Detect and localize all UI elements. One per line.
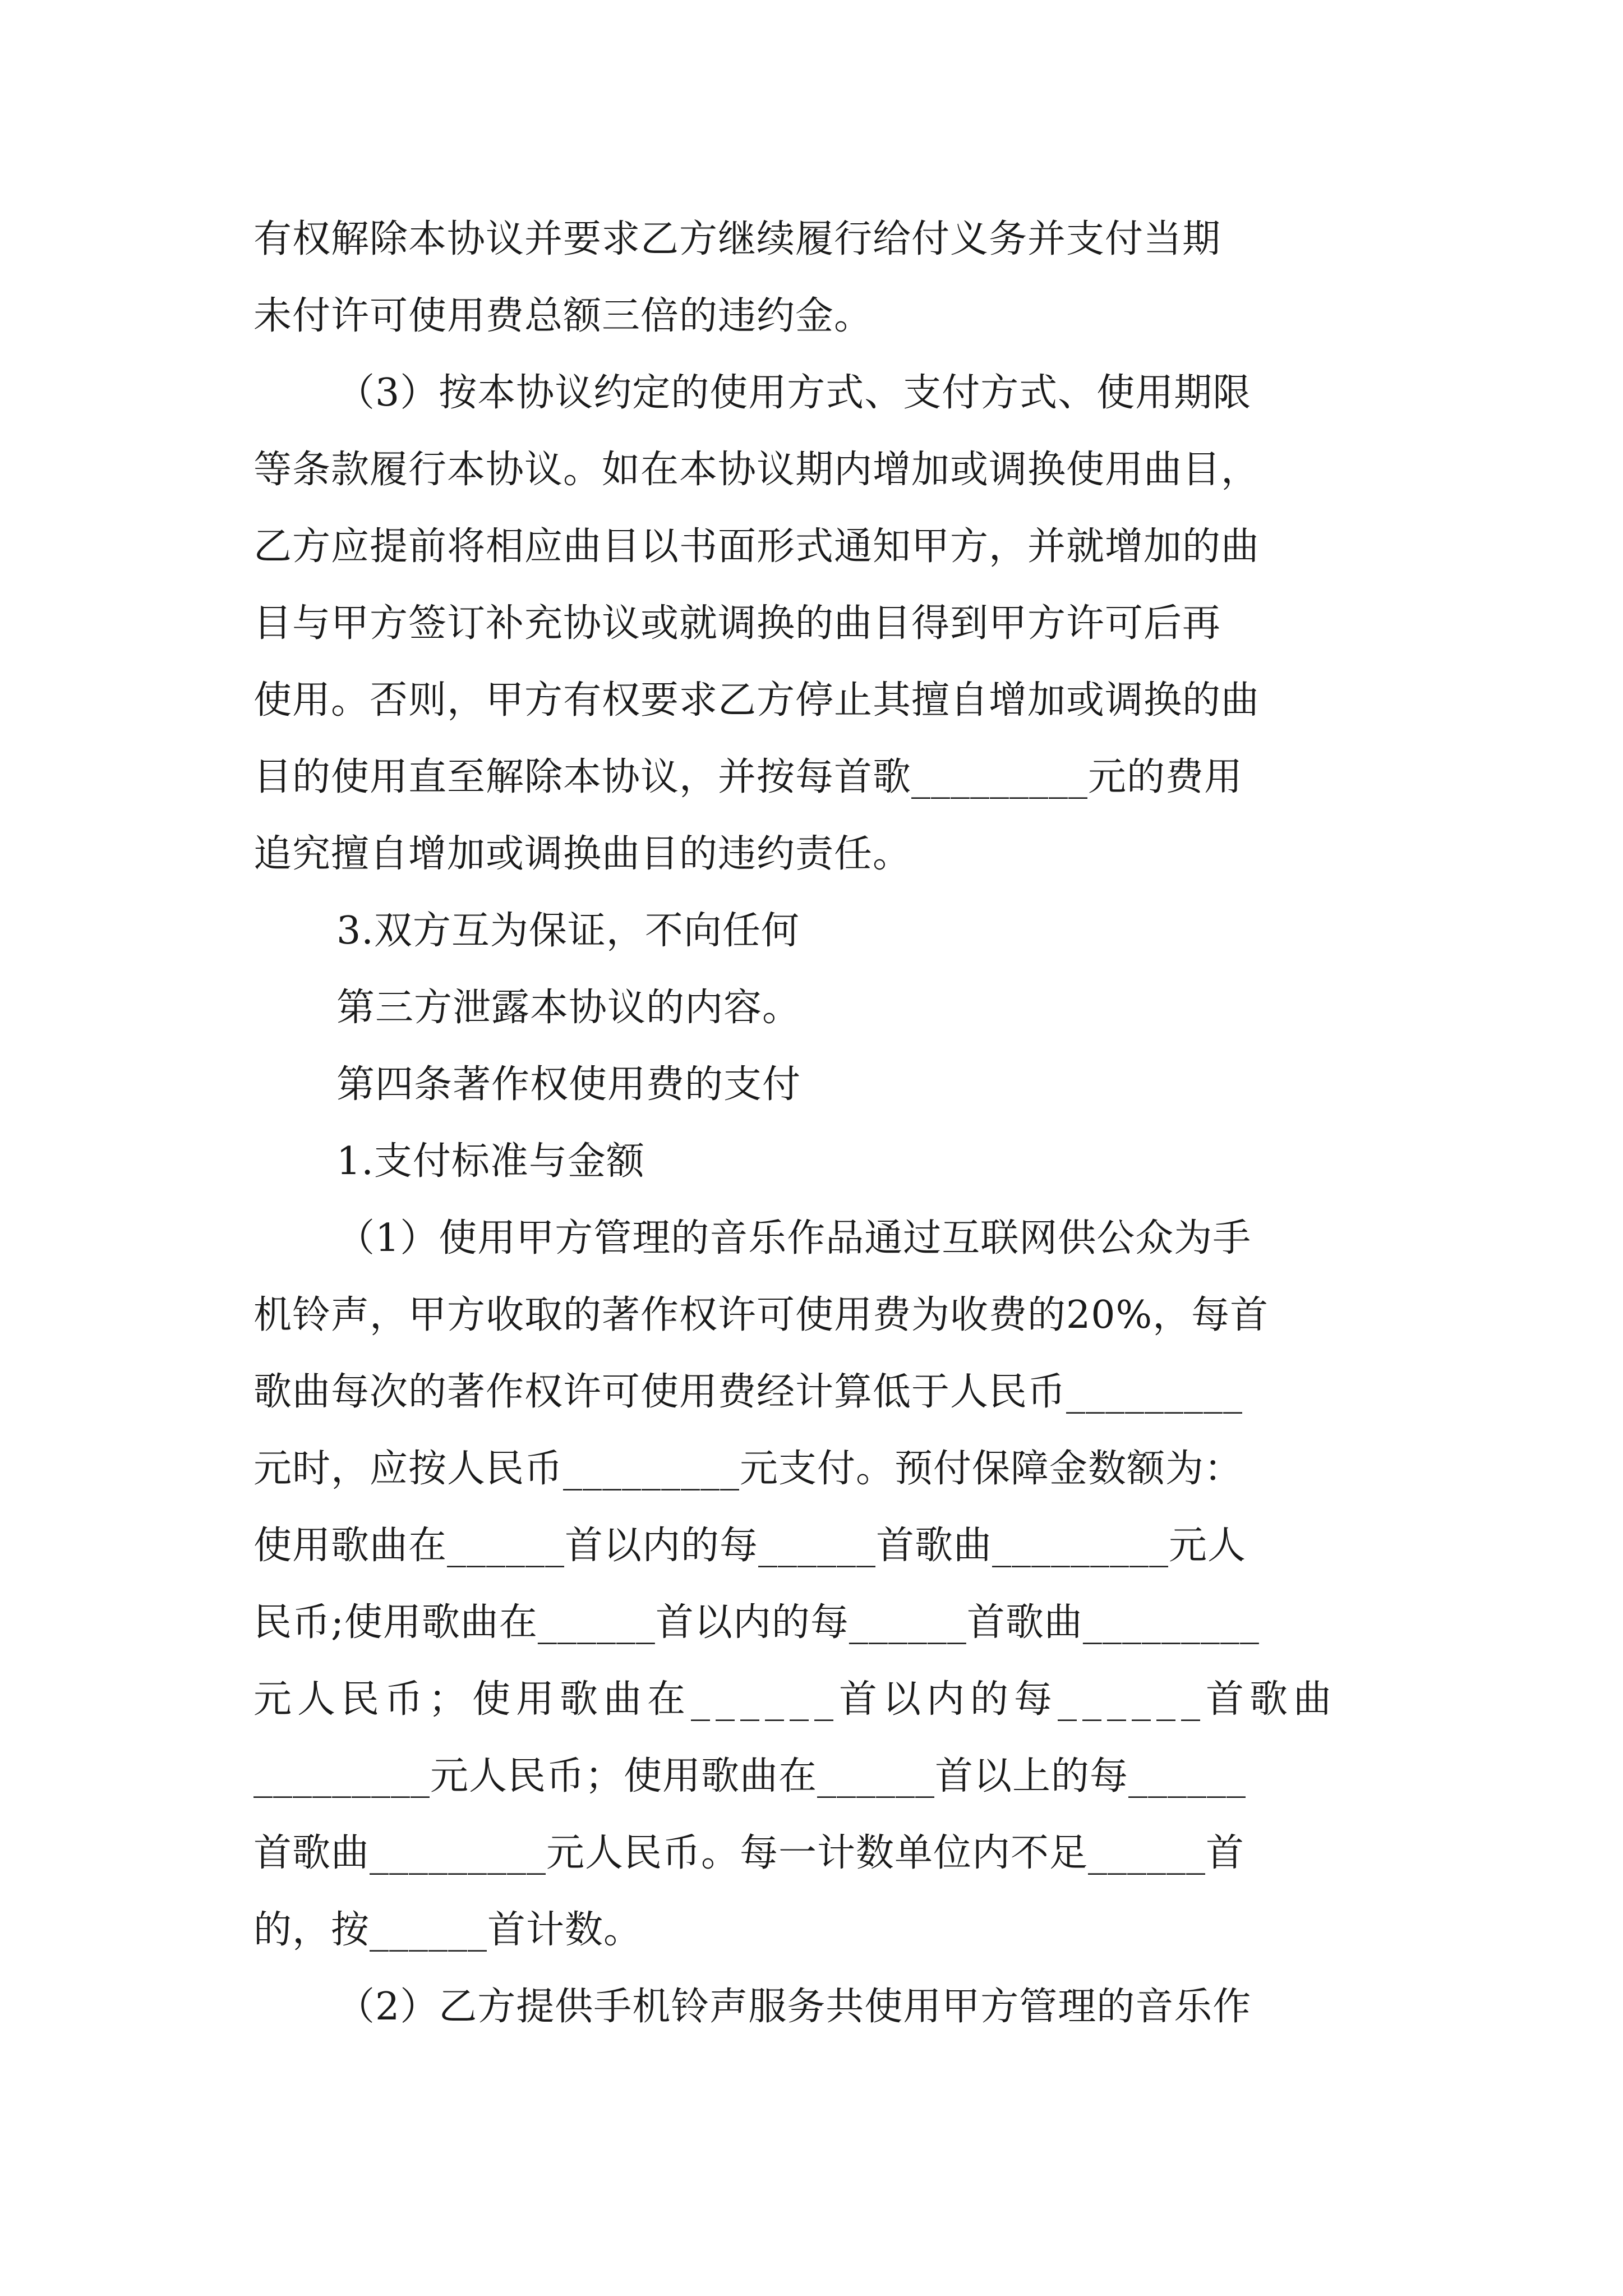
subsection-heading: 1.支付标准与金额 [336, 1139, 645, 1184]
body-line: 未付许可使用费总额三倍的违约金。 [253, 294, 873, 338]
body-line: 歌曲每次的著作权许可使用费经计算低于人民币_________ [253, 1370, 1243, 1414]
body-line: 元人民币；使用歌曲在______首以内的每______首歌曲 [253, 1677, 1338, 1722]
body-line: 乙方应提前将相应曲目以书面形式通知甲方，并就增加的曲 [253, 524, 1260, 569]
body-line: 追究擅自增加或调换曲目的违约责任。 [253, 832, 912, 876]
body-line: 机铃声，甲方收取的著作权许可使用费为收费的20%，每首 [253, 1293, 1269, 1337]
body-line: 使用歌曲在______首以内的每______首歌曲_________元人 [253, 1524, 1247, 1568]
body-line: （3）按本协议约定的使用方式、支付方式、使用期限 [336, 371, 1252, 415]
body-line: 的，按______首计数。 [253, 1908, 643, 1952]
body-line: 等条款履行本协议。如在本协议期内增加或调换使用曲目， [253, 448, 1260, 492]
body-line: （2）乙方提供手机铃声服务共使用甲方管理的音乐作 [336, 1985, 1252, 2029]
body-line: 元时，应按人民币_________元支付。预付保障金数额为： [253, 1447, 1243, 1491]
body-line: 目与甲方签订补充协议或就调换的曲目得到甲方许可后再 [253, 601, 1221, 646]
body-line: 首歌曲_________元人民币。每一计数单位内不足______首 [253, 1831, 1245, 1875]
body-line: 有权解除本协议并要求乙方继续履行给付义务并支付当期 [253, 217, 1221, 261]
section-heading: 第四条著作权使用费的支付 [336, 1062, 801, 1107]
body-line: 使用。否则，甲方有权要求乙方停止其擅自增加或调换的曲 [253, 678, 1260, 723]
body-line: 3.双方互为保证，不向任何 [336, 909, 800, 953]
body-line: 第三方泄露本协议的内容。 [336, 986, 801, 1030]
body-line: _________元人民币；使用歌曲在______首以上的每______ [253, 1754, 1247, 1798]
body-line: 目的使用直至解除本协议，并按每首歌_________元的费用 [253, 755, 1243, 799]
body-line: 民币;使用歌曲在______首以内的每______首歌曲_________ [253, 1600, 1260, 1645]
body-line: （1）使用甲方管理的音乐作品通过互联网供公众为手 [336, 1216, 1252, 1260]
